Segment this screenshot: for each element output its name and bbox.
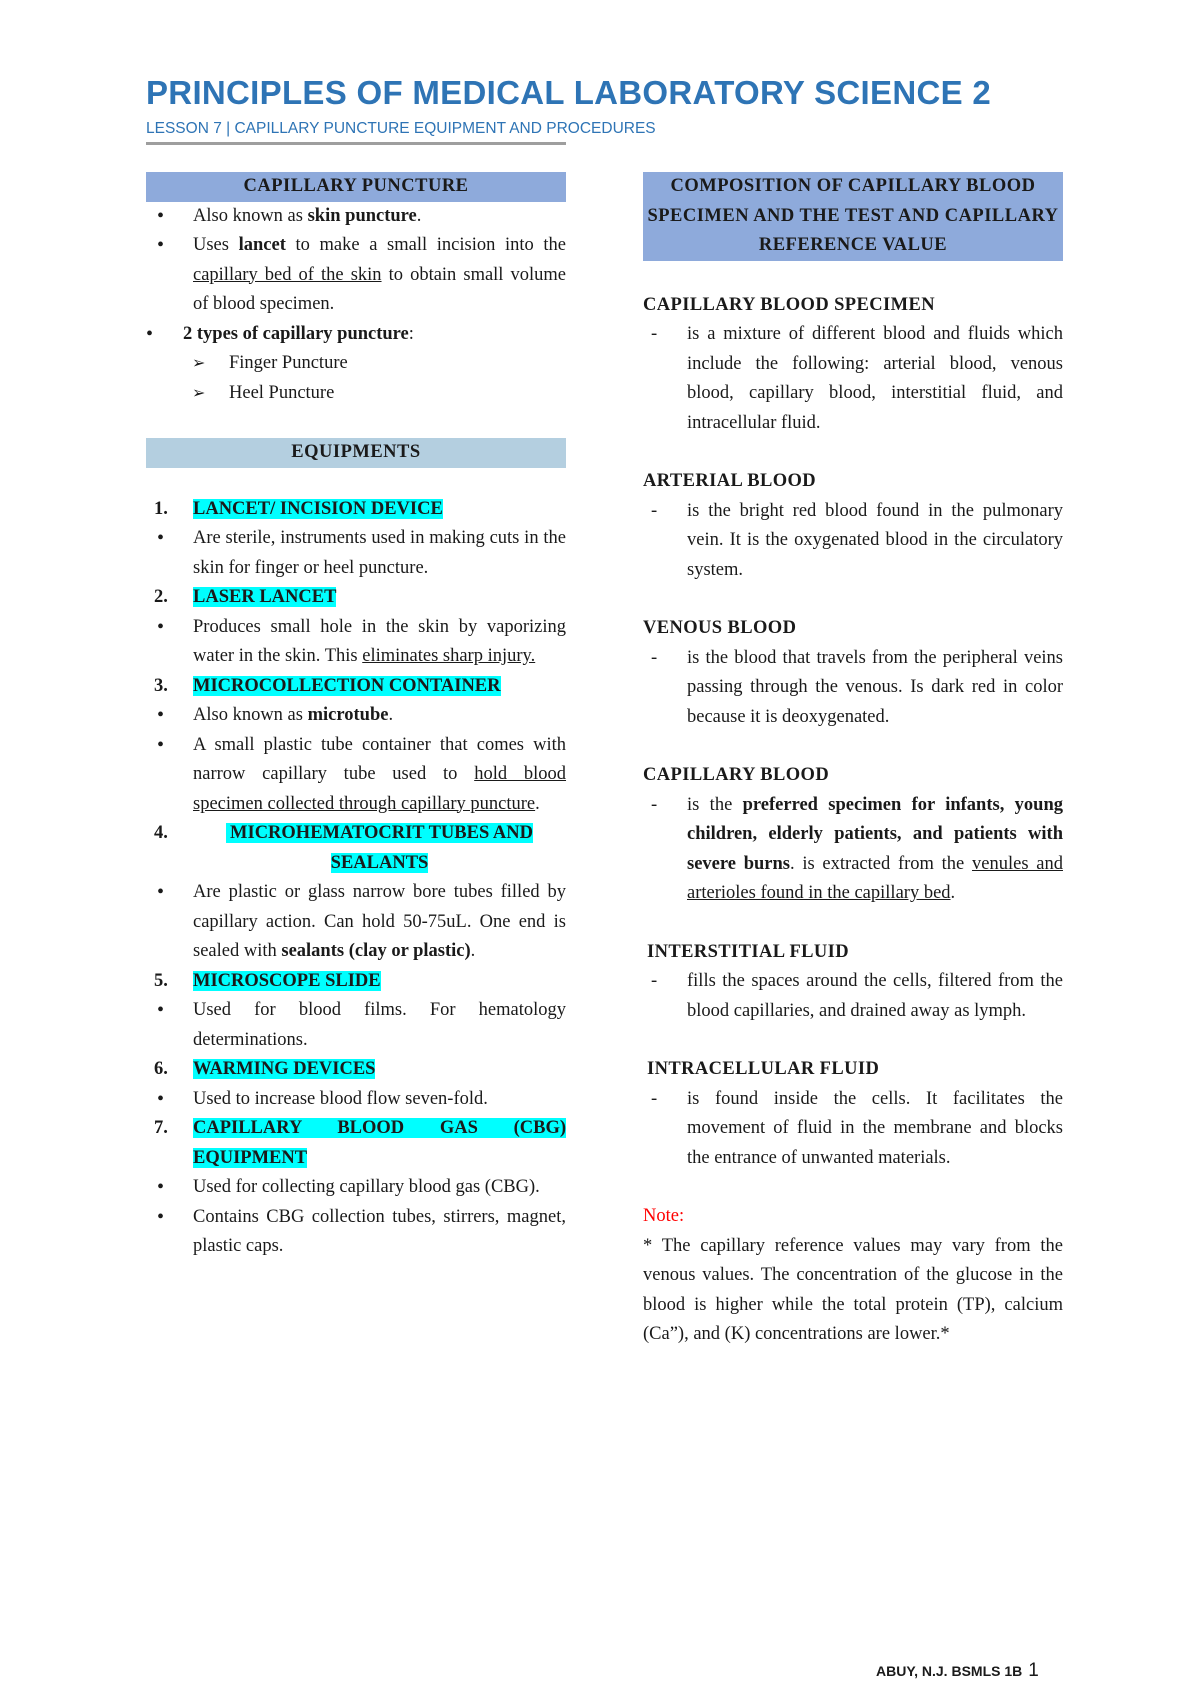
list-item xyxy=(146,878,566,967)
list-item xyxy=(146,202,566,232)
text: . xyxy=(950,883,956,903)
text-bold: preferred specimen for infants, young children, elderly patients, and patients with severe burns xyxy=(687,794,1063,874)
section-list xyxy=(643,644,1063,733)
item-label: LASER LANCET xyxy=(193,587,337,607)
section-list xyxy=(643,1085,1063,1174)
item-2-list xyxy=(146,613,566,672)
page-footer xyxy=(876,1660,1039,1682)
equipments-header: EQUIPMENTS xyxy=(146,438,566,468)
item-3-list xyxy=(146,701,566,819)
section-list xyxy=(643,967,1063,1026)
text-bold: microtube xyxy=(307,705,389,725)
composition-header: COMPOSITION OF CAPILLARY BLOOD SPECIMEN AND THE TEST AND CAPILLARY REFERENCE VALUE xyxy=(643,172,1063,261)
item-label: MICROCOLLECTION CONTAINER xyxy=(193,675,501,696)
equipment-item-3 xyxy=(146,672,566,702)
list-item xyxy=(146,231,566,320)
equipment-item-1 xyxy=(146,495,566,525)
text-underline: hold blood specimen collected through capillary puncture xyxy=(193,764,567,814)
text-underline: venules and arterioles found in the capillary bed xyxy=(687,853,1063,903)
text: . is extracted from the xyxy=(789,853,973,874)
subtitle-underline xyxy=(146,142,566,145)
section-title: CAPILLARY BLOOD SPECIMEN xyxy=(643,294,935,315)
equipment-item-4 xyxy=(146,819,566,878)
text: Produces small hole in the skin by vaporizing water in the skin. This xyxy=(193,616,566,666)
text: Also known as xyxy=(193,205,308,226)
text: A small plastic tube container that comes with narrow capillary tube used to xyxy=(193,734,566,784)
section-list xyxy=(643,791,1063,909)
text-bold: skin puncture xyxy=(307,205,417,226)
item-label: WARMING DEVICES xyxy=(193,1059,376,1079)
list-item xyxy=(146,701,566,731)
text: : xyxy=(408,323,414,344)
capillary-puncture-list xyxy=(146,202,566,350)
section-title: INTERSTITIAL FLUID xyxy=(647,941,850,962)
text: . xyxy=(535,793,540,814)
text: . xyxy=(388,705,394,725)
lesson-subtitle: LESSON 7 | CAPILLARY PUNCTURE EQUIPMENT AND PROCEDURES xyxy=(146,120,656,137)
section-title: INTRACELLULAR FLUID xyxy=(647,1059,880,1079)
list-item xyxy=(146,613,566,672)
section-list xyxy=(643,497,1063,586)
list-item: • Are sterile, instruments used in making cuts in the skin for finger or heel puncture. xyxy=(146,524,566,583)
text-bold: sealants (clay or plastic) xyxy=(281,941,471,961)
equipment-item-5 xyxy=(146,967,566,997)
equipment-item-6 xyxy=(146,1055,566,1085)
item-label: LANCET/ INCISION DEVICE xyxy=(193,498,443,519)
item-1-list xyxy=(146,524,566,583)
list-item: ➢ Heel Puncture xyxy=(146,379,566,409)
right-column xyxy=(643,172,1063,1350)
item-number: 7. xyxy=(154,1118,168,1138)
text: Are plastic or glass narrow bore tubes filled by capillary action. Can hold 50-75uL. One end is sealed with xyxy=(193,882,566,961)
note-label: Note: xyxy=(643,1206,685,1226)
section-title: ARTERIAL BLOOD xyxy=(643,471,817,491)
text: to obtain small volume of blood specimen. xyxy=(193,264,567,314)
list-item: - fills the spaces around the cells, filtered from the blood capillaries, and drained away as lymph. xyxy=(643,967,1063,1026)
footer-author: ABUY, N.J. BSMLS 1B xyxy=(876,1663,1023,1679)
note-text: * The capillary reference values may vary from the venous values. The concentration of the glucose in the blood is higher while the total protein (TP), calcium (Ca”), and (K) concentrations are lower.* xyxy=(643,1235,1063,1344)
text-bold: lancet xyxy=(238,235,286,255)
list-item: - is the blood that travels from the peripheral veins passing through the venous. Is dark red in color because it is deoxygenated. xyxy=(643,644,1063,733)
item-label: CAPILLARY BLOOD GAS (CBG) EQUIPMENT xyxy=(193,1118,566,1168)
text: . xyxy=(470,941,476,961)
item-number: 3. xyxy=(154,675,168,696)
list-item: • Contains CBG collection tubes, stirrers, magnet, plastic caps. xyxy=(146,1203,566,1262)
section-title: CAPILLARY BLOOD xyxy=(643,765,830,785)
text: Uses xyxy=(193,235,239,255)
left-column xyxy=(146,172,566,1262)
list-item: - is a mixture of different blood and fluids which include the following: arterial blood, venous blood, capillary blood, interstitial fluid, and intracellular fluid. xyxy=(643,320,1063,438)
item-number: 4. xyxy=(154,823,168,843)
list-item xyxy=(146,731,566,820)
equipment-item-7 xyxy=(146,1114,566,1173)
item-number: 6. xyxy=(154,1059,168,1079)
text-bold: 2 types of capillary puncture xyxy=(183,323,409,344)
puncture-types-list xyxy=(146,349,566,408)
list-item: • Used to increase blood flow seven-fold. xyxy=(146,1085,566,1115)
list-item xyxy=(146,320,566,350)
text: . xyxy=(416,205,422,226)
item-label: MICROSCOPE SLIDE xyxy=(193,970,381,991)
list-item: • Used for blood films. For hematology determinations. xyxy=(146,996,566,1055)
page-number: 1 xyxy=(1028,1660,1039,1681)
equipment-item-2 xyxy=(146,583,566,613)
list-item: ➢ Finger Puncture xyxy=(146,349,566,379)
text: Also known as xyxy=(193,705,308,725)
item-number: 1. xyxy=(154,498,168,519)
capillary-puncture-header: CAPILLARY PUNCTURE xyxy=(146,172,566,202)
item-number: 5. xyxy=(154,970,168,991)
item-label: SEALANTS xyxy=(330,852,429,873)
item-5-list xyxy=(146,996,566,1055)
item-number: 2. xyxy=(154,587,168,607)
text: is the xyxy=(687,794,743,815)
list-item: • Used for collecting capillary blood gas (CBG). xyxy=(146,1173,566,1203)
item-label: MICROHEMATOCRIT TUBES AND xyxy=(226,823,533,843)
item-7-list xyxy=(146,1173,566,1262)
list-item: - is the bright red blood found in the pulmonary vein. It is the oxygenated blood in the circulatory system. xyxy=(643,497,1063,586)
text-underline: capillary bed of the skin xyxy=(193,264,382,285)
item-4-list xyxy=(146,878,566,967)
text-underline: eliminates sharp injury. xyxy=(362,646,536,666)
item-6-list xyxy=(146,1085,566,1115)
document-title: PRINCIPLES OF MEDICAL LABORATORY SCIENCE 2 xyxy=(146,74,992,111)
list-item xyxy=(643,791,1063,909)
text: to make a small incision into the xyxy=(285,235,566,255)
section-title: VENOUS BLOOD xyxy=(643,618,797,638)
list-item: - is found inside the cells. It facilitates the movement of fluid in the membrane and blocks the entrance of unwanted materials. xyxy=(643,1085,1063,1174)
section-list xyxy=(643,320,1063,438)
